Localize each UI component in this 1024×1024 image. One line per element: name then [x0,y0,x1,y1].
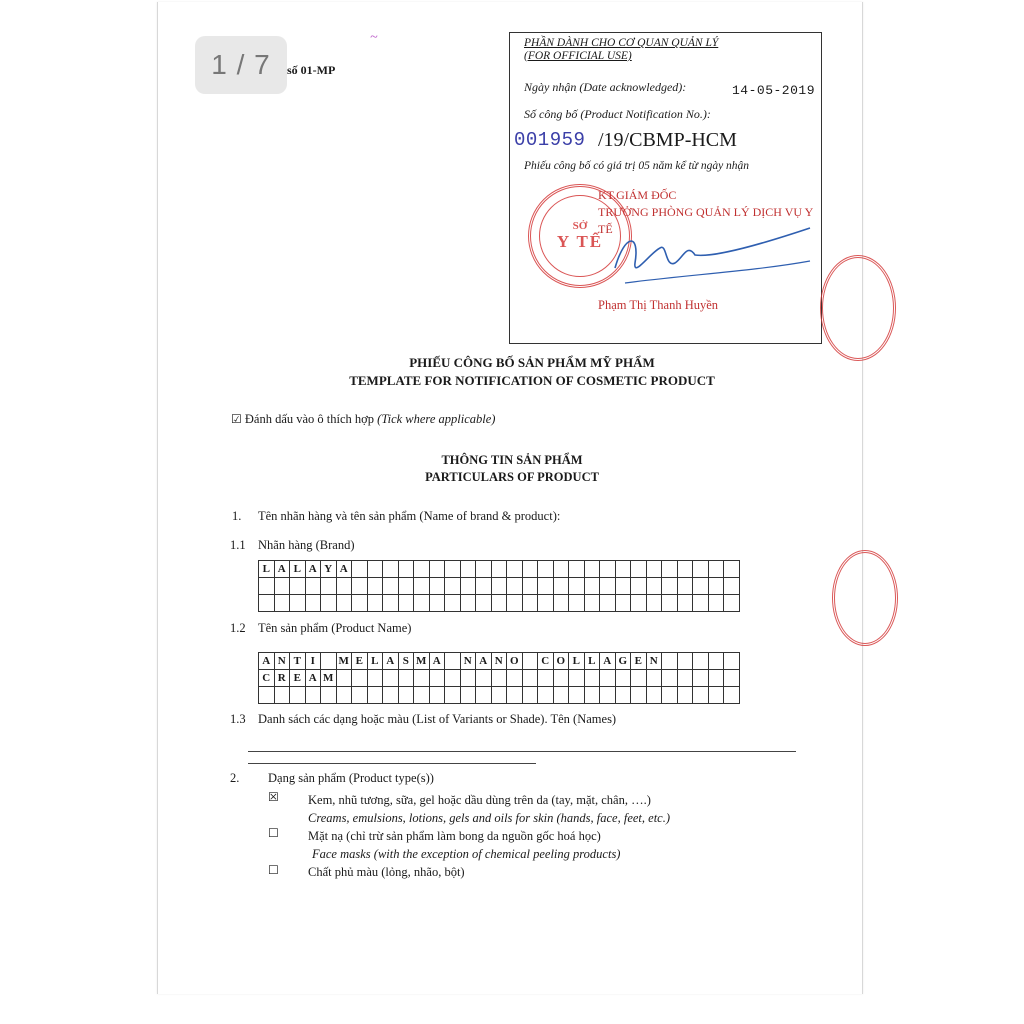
product-grid-cell [321,687,337,704]
product-grid-cell: E [290,670,306,687]
product-grid-cell: N [491,653,507,670]
product-grid-cell [367,687,383,704]
product-grid-cell [507,687,523,704]
brand-grid-cell [414,578,430,595]
product-grid-cell [646,670,662,687]
type-masks-en: Face masks (with the exception of chemical peeling products) [312,847,621,861]
brand-grid-cell [445,595,461,612]
product-grid-cell [352,670,368,687]
type-creams-en: Creams, emulsions, lotions, gels and oils for skin (hands, face, feet, etc.) [308,811,670,825]
form-title-en: TEMPLATE FOR NOTIFICATION OF COSMETIC PRODUCT [349,373,715,388]
item-2-label: Dạng sản phẩm (Product type(s)) [268,771,434,785]
brand-grid-cell [724,561,740,578]
product-grid-cell [445,653,461,670]
product-grid-cell [491,670,507,687]
item-1-1-label: Nhãn hàng (Brand) [258,538,355,552]
item-1-3-number: 1.3 [230,712,246,726]
product-grid-cell [522,687,538,704]
brand-grid-cell [290,578,306,595]
product-grid-cell: A [383,653,399,670]
product-grid-row [259,653,740,670]
product-grid-cell [460,670,476,687]
product-grid-cell [321,653,337,670]
brand-grid-cell [584,561,600,578]
brand-grid-cell [507,578,523,595]
brand-grid-cell [398,578,414,595]
product-grid-cell: A [259,653,275,670]
product-grid-cell: N [460,653,476,670]
product-grid-cell: M [336,653,352,670]
product-grid-cell [460,687,476,704]
brand-grid-cell [646,595,662,612]
form-title-vn: PHIẾU CÔNG BỐ SẢN PHẨM MỸ PHẨM [409,355,655,370]
item-2-number: 2. [230,771,240,785]
type-tinted-vn: Chất phủ màu (lỏng, nhão, bột) [308,865,465,879]
product-grid-cell: N [274,653,290,670]
product-grid-cell [693,653,709,670]
product-grid-cell [646,687,662,704]
brand-grid-cell [553,578,569,595]
brand-grid-cell [677,578,693,595]
brand-grid-cell [693,578,709,595]
brand-grid-cell [646,578,662,595]
product-grid-cell [584,670,600,687]
product-grid-cell [600,670,616,687]
product-grid-cell: C [259,670,275,687]
brand-grid-cell [553,561,569,578]
product-grid-cell [708,687,724,704]
brand-grid-cell [507,561,523,578]
product-grid-cell [662,687,678,704]
brand-grid-cell [383,578,399,595]
brand-grid-cell [507,595,523,612]
brand-grid-cell [367,595,383,612]
item-1-number: 1. [232,509,242,523]
brand-grid-cell [631,578,647,595]
product-grid-cell [305,687,321,704]
brand-grid-cell [476,595,492,612]
brand-grid-cell: A [274,561,290,578]
product-grid-cell [476,687,492,704]
brand-grid-cell [522,561,538,578]
official-use-title: PHẦN DÀNH CHO CƠ QUAN QUẢN LÝ (FOR OFFICIAL USE) [524,37,719,62]
brand-grid-cell [367,561,383,578]
product-grid-cell: E [631,653,647,670]
brand-grid-cell [491,561,507,578]
notification-serial: 001959 [514,129,586,151]
product-grid-cell [569,687,585,704]
item-1-2-number: 1.2 [230,621,246,635]
brand-grid-cell [460,578,476,595]
checked-box-icon: ☑ [231,412,242,426]
ink-mark: ~ [370,30,378,45]
variants-line-2 [248,763,536,764]
brand-grid-cell [429,578,445,595]
product-grid-cell: R [274,670,290,687]
notification-number-label: Số công bố (Product Notification No.): [524,107,711,121]
brand-grid-cell [569,595,585,612]
brand-grid-cell [693,561,709,578]
product-grid-cell [367,670,383,687]
brand-grid-cell [569,561,585,578]
variants-line-1 [248,751,796,752]
brand-grid-cell [491,578,507,595]
product-grid-cell [398,687,414,704]
product-grid-cell [569,670,585,687]
product-grid-cell [429,687,445,704]
product-grid-cell: L [569,653,585,670]
brand-grid-cell [414,595,430,612]
brand-grid-row [259,595,740,612]
brand-grid-cell [708,578,724,595]
product-grid-cell: A [476,653,492,670]
product-grid-cell [584,687,600,704]
product-grid-cell [693,670,709,687]
brand-grid-cell [383,595,399,612]
brand-grid-cell [476,578,492,595]
validity-note: Phiếu công bố có giá trị 05 năm kể từ ngày nhận [524,160,750,172]
brand-grid-cell [429,595,445,612]
product-grid-cell: N [646,653,662,670]
item-1-2-label: Tên sản phẩm (Product Name) [258,621,412,635]
brand-grid-cell [693,595,709,612]
product-grid-cell [631,670,647,687]
brand-grid-cell [321,578,337,595]
brand-grid-cell [274,578,290,595]
tick-instruction: ☑ Đánh dấu vào ô thích hợp (Tick where applicable) [231,412,496,426]
product-grid-cell [522,670,538,687]
signature-icon [605,213,815,293]
health-department-stamp: SỞ Y TẾ [528,184,632,288]
product-grid-cell [553,670,569,687]
product-grid-cell [708,670,724,687]
brand-grid-cell [305,595,321,612]
brand-grid-cell [677,595,693,612]
product-grid-cell [677,653,693,670]
brand-grid-cell [352,595,368,612]
brand-grid-cell [398,561,414,578]
product-grid-cell: G [615,653,631,670]
product-grid-cell: O [507,653,523,670]
brand-grid-cell [336,578,352,595]
brand-grid-cell [708,561,724,578]
product-grid-row [259,687,740,704]
product-grid-cell [615,670,631,687]
official-use-box [509,32,822,344]
brand-grid-cell [522,595,538,612]
brand-grid-cell [662,561,678,578]
product-grid-cell: C [538,653,554,670]
brand-grid-cell [615,595,631,612]
page-indicator [195,36,287,94]
product-grid-cell [429,670,445,687]
product-grid-cell [538,687,554,704]
brand-grid-cell [538,578,554,595]
brand-grid-cell [646,561,662,578]
product-grid-cell [631,687,647,704]
product-grid-cell: L [367,653,383,670]
brand-grid-cell: L [290,561,306,578]
product-grid-cell [553,687,569,704]
product-grid-cell [615,687,631,704]
product-grid-cell [724,687,740,704]
product-grid-cell: A [305,670,321,687]
product-grid-cell: T [290,653,306,670]
product-grid-cell: M [414,653,430,670]
brand-grid-cell [429,561,445,578]
product-grid-cell [290,687,306,704]
product-grid-cell [352,687,368,704]
product-grid-cell: M [321,670,337,687]
product-grid-cell: I [305,653,321,670]
side-seal-top [820,255,896,361]
product-grid-cell [414,670,430,687]
product-grid-cell [677,670,693,687]
item-1-3-label: Danh sách các dạng hoặc màu (List of Variants or Shade). Tên (Names) [258,712,617,726]
product-grid-cell [383,687,399,704]
product-grid-cell [693,687,709,704]
product-grid-cell [445,670,461,687]
section-title-en: PARTICULARS OF PRODUCT [425,470,599,484]
brand-grid-cell [662,578,678,595]
form-code: số 01-MP [287,63,336,77]
checkbox-creams-icon[interactable]: ☒ [268,790,279,804]
brand-grid-row [259,561,740,578]
product-grid-cell [522,653,538,670]
product-grid-cell [336,687,352,704]
type-creams-vn: Kem, nhũ tương, sữa, gel hoặc dầu dùng trên da (tay, mặt, chân, ….) [308,793,651,807]
brand-grid-cell [414,561,430,578]
product-grid-cell [724,670,740,687]
product-grid-cell [274,687,290,704]
notification-suffix: /19/CBMP-HCM [598,129,737,151]
brand-grid-cell [352,561,368,578]
signer-name: Phạm Thị Thanh Huyền [598,298,719,312]
product-grid-cell [538,670,554,687]
brand-grid-cell [600,578,616,595]
brand-grid-cell [677,561,693,578]
brand-grid-cell [460,595,476,612]
product-grid-cell [476,670,492,687]
checkbox-masks-icon[interactable]: ☐ [268,826,279,840]
page-counter: 1 / 7 [211,49,271,80]
product-name-grid [258,652,740,704]
brand-grid-cell [584,595,600,612]
product-grid-cell: O [553,653,569,670]
product-grid-cell [724,653,740,670]
brand-grid-cell [724,595,740,612]
brand-grid-cell [383,561,399,578]
product-grid-cell: L [584,653,600,670]
brand-grid-cell [352,578,368,595]
product-grid-cell [662,670,678,687]
brand-grid-cell [708,595,724,612]
product-grid-cell: A [600,653,616,670]
brand-grid-cell: Y [321,561,337,578]
brand-grid-cell [538,561,554,578]
brand-grid-cell [615,561,631,578]
brand-grid-cell [336,595,352,612]
item-1-label: Tên nhãn hàng và tên sản phẩm (Name of brand & product): [258,509,561,523]
product-grid-cell [677,687,693,704]
brand-grid-cell [553,595,569,612]
brand-grid-cell [522,578,538,595]
brand-grid-cell [398,595,414,612]
brand-grid-cell [321,595,337,612]
brand-grid-cell [259,595,275,612]
product-grid-cell [336,670,352,687]
brand-grid-cell [259,578,275,595]
brand-grid-cell [274,595,290,612]
brand-grid-cell [538,595,554,612]
side-seal-bottom [832,550,898,646]
brand-grid-cell [569,578,585,595]
checkbox-tinted-icon[interactable]: ☐ [268,863,279,877]
date-acknowledged-value: 14-05-2019 [732,83,816,98]
brand-grid-cell [600,561,616,578]
brand-grid-cell [445,578,461,595]
brand-grid-cell [476,561,492,578]
brand-grid-cell [724,578,740,595]
brand-grid-row [259,578,740,595]
brand-grid-cell [600,595,616,612]
product-grid-cell [708,653,724,670]
product-grid-cell: A [429,653,445,670]
brand-grid-cell [290,595,306,612]
type-masks-vn: Mặt nạ (chỉ trừ sản phẩm làm bong da nguồn gốc hoá học) [308,829,601,843]
brand-grid-cell [631,595,647,612]
signer-role: KT.GIÁM ĐỐC TRƯỞNG PHÒNG QUẢN LÝ DỊCH VỤ Y TẾ [598,188,813,236]
product-grid-cell [383,670,399,687]
section-title-vn: THÔNG TIN SẢN PHẨM [441,453,583,467]
product-grid-cell [445,687,461,704]
brand-grid-cell: A [305,561,321,578]
brand-grid-cell: A [336,561,352,578]
product-grid-cell [414,687,430,704]
product-grid-row [259,670,740,687]
item-1-1-number: 1.1 [230,538,246,552]
product-grid-cell [259,687,275,704]
brand-grid-cell [491,595,507,612]
brand-grid-cell [305,578,321,595]
product-grid-cell [398,670,414,687]
product-grid-cell [600,687,616,704]
product-grid-cell: E [352,653,368,670]
brand-grid [258,560,740,612]
product-grid-cell [507,670,523,687]
brand-grid-cell [631,561,647,578]
product-grid-cell: S [398,653,414,670]
brand-grid-cell [460,561,476,578]
product-grid-cell [662,653,678,670]
brand-grid-cell [367,578,383,595]
product-grid-cell [491,687,507,704]
brand-grid-cell [662,595,678,612]
brand-grid-cell: L [259,561,275,578]
brand-grid-cell [445,561,461,578]
brand-grid-cell [584,578,600,595]
brand-grid-cell [615,578,631,595]
date-acknowledged-label: Ngày nhận (Date acknowledged): [524,80,687,94]
